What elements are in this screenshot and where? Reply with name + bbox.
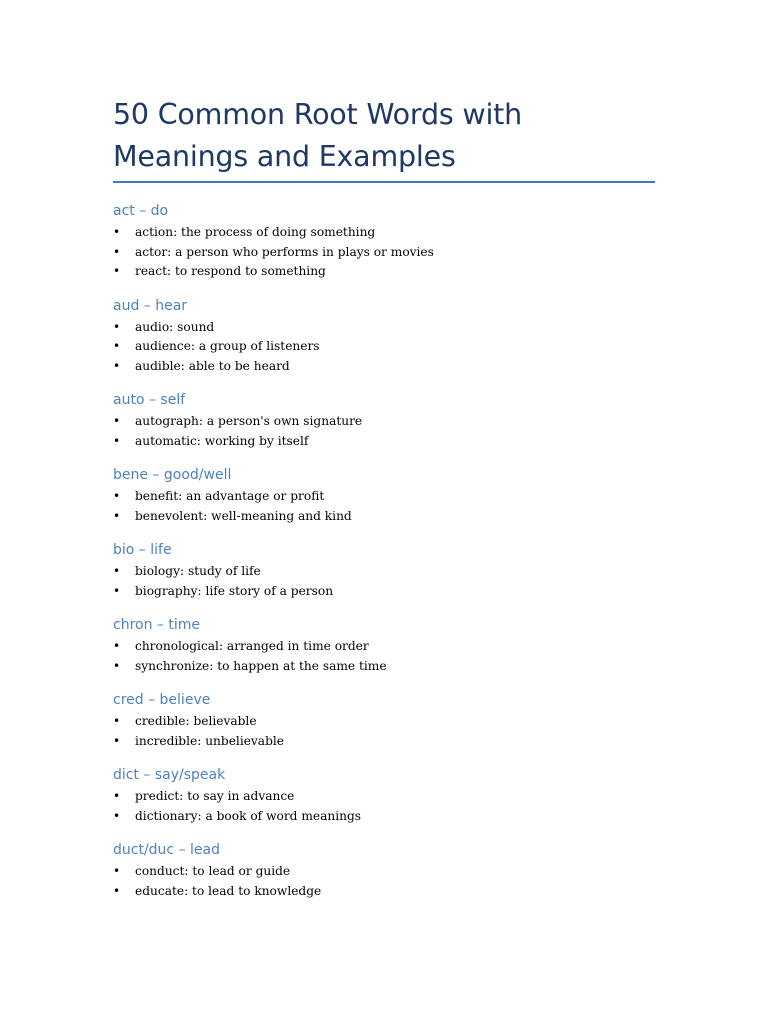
example-text: autograph: a person's own signature [135, 414, 363, 428]
example-text: biography: life story of a person [135, 583, 334, 598]
example-text: incredible: unbelievable [135, 733, 284, 748]
example-list-item [113, 432, 655, 452]
example-list-item [113, 657, 655, 677]
example-list [113, 637, 655, 676]
example-list-item [113, 807, 655, 827]
root-word-section [113, 390, 655, 451]
example-list-item [113, 507, 655, 527]
example-list-item [113, 637, 655, 657]
root-word-heading: auto – self [113, 392, 186, 408]
root-word-heading: chron – time [113, 617, 200, 633]
example-list-item [113, 262, 655, 282]
root-word-heading: duct/duc – lead [113, 842, 220, 858]
document-title: 50 Common Root Words with Meanings and Examples [113, 98, 523, 173]
root-word-heading: cred – believe [113, 692, 211, 708]
root-word-section [113, 615, 655, 676]
root-word-section [113, 201, 655, 282]
example-list [113, 562, 655, 601]
bullet-icon: • [113, 225, 121, 239]
example-list-item [113, 732, 655, 752]
example-list [113, 223, 655, 282]
bullet-icon: • [113, 789, 121, 803]
example-list-item [113, 487, 655, 507]
example-list-item [113, 337, 655, 357]
example-list-item [113, 712, 655, 732]
bullet-icon: • [113, 864, 121, 878]
bullet-icon: • [113, 489, 121, 503]
bullet-icon: • [113, 564, 121, 578]
example-text: chronological: arranged in time order [135, 639, 369, 653]
root-word-section [113, 840, 655, 901]
bullet-icon: • [113, 583, 121, 598]
bullet-icon: • [113, 639, 121, 653]
example-text: predict: to say in advance [135, 789, 295, 803]
example-text: audience: a group of listeners [135, 339, 320, 353]
bullet-icon: • [113, 358, 121, 373]
example-text: benevolent: well-meaning and kind [135, 508, 352, 523]
example-list [113, 412, 655, 451]
bullet-icon: • [113, 244, 121, 259]
bullet-icon: • [113, 883, 121, 898]
bullet-icon: • [113, 508, 121, 523]
example-list-item [113, 223, 655, 243]
bullet-icon: • [113, 714, 121, 728]
example-text: actor: a person who performs in plays or movies [135, 244, 434, 259]
root-word-section [113, 540, 655, 601]
example-list [113, 862, 655, 901]
root-word-section [113, 690, 655, 751]
root-word-heading: bene – good/well [113, 467, 232, 483]
example-list-item [113, 562, 655, 582]
example-text: benefit: an advantage or profit [135, 489, 325, 503]
bullet-icon: • [113, 339, 121, 353]
example-text: conduct: to lead or guide [135, 864, 291, 878]
bullet-icon: • [113, 658, 121, 673]
example-text: automatic: working by itself [135, 433, 309, 448]
example-list-item [113, 787, 655, 807]
example-list-item [113, 582, 655, 602]
root-word-sections [113, 201, 655, 901]
example-list-item [113, 318, 655, 338]
example-list-item [113, 882, 655, 902]
bullet-icon: • [113, 319, 121, 334]
example-list [113, 712, 655, 751]
example-list [113, 318, 655, 377]
example-text: biology: study of life [135, 564, 261, 578]
example-list-item [113, 412, 655, 432]
example-list-item [113, 243, 655, 263]
document-page [113, 94, 655, 915]
bullet-icon: • [113, 264, 121, 278]
title-underline-rule [113, 181, 655, 183]
example-text: audio: sound [135, 319, 215, 334]
bullet-icon: • [113, 808, 121, 823]
example-list-item [113, 862, 655, 882]
root-word-heading: dict – say/speak [113, 767, 226, 783]
example-list [113, 787, 655, 826]
example-text: credible: believable [135, 714, 257, 728]
root-word-section [113, 465, 655, 526]
bullet-icon: • [113, 433, 121, 448]
root-word-section [113, 296, 655, 377]
root-word-heading: act – do [113, 203, 169, 219]
bullet-icon: • [113, 414, 121, 428]
root-word-section [113, 765, 655, 826]
example-text: audible: able to be heard [135, 358, 290, 373]
root-word-heading: bio – life [113, 542, 172, 558]
example-text: dictionary: a book of word meanings [135, 808, 362, 823]
root-word-heading: aud – hear [113, 297, 188, 314]
example-list-item [113, 357, 655, 377]
example-text: action: the process of doing something [135, 225, 376, 239]
example-list [113, 487, 655, 526]
example-text: educate: to lead to knowledge [135, 883, 322, 898]
example-text: react: to respond to something [135, 264, 326, 278]
example-text: synchronize: to happen at the same time [135, 658, 387, 673]
bullet-icon: • [113, 733, 121, 748]
